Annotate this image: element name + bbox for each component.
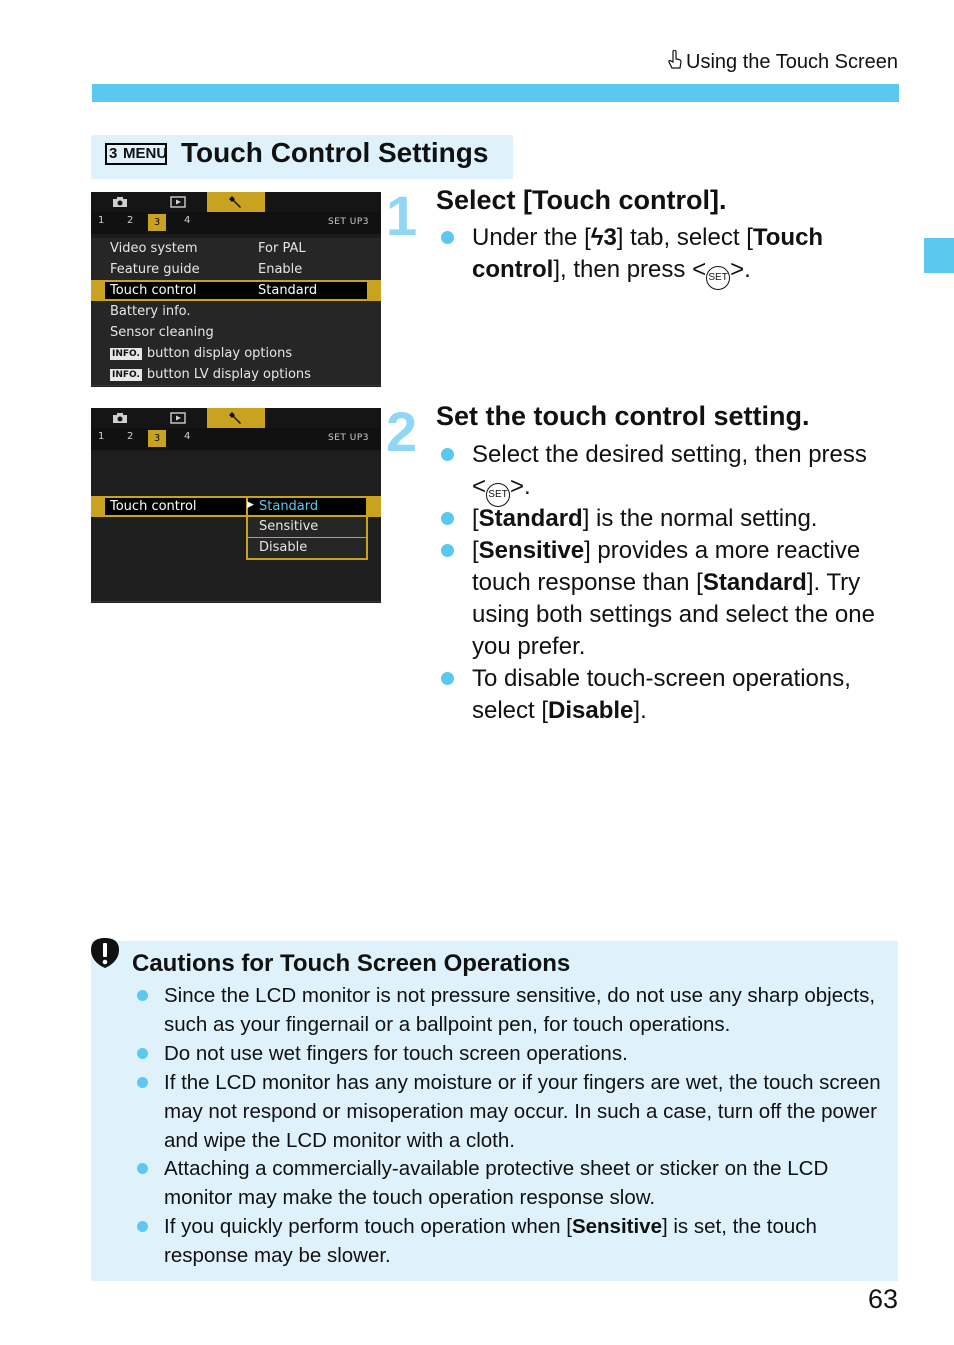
caution-item: Since the LCD monitor is not pressure sensitive, do not use any sharp objects, such as your fingernail or a ballpoint pen, for touch operations. <box>137 981 882 1039</box>
camera-tab-icon <box>91 408 149 428</box>
setup-label: SET UP3 <box>328 217 369 227</box>
selection-arrow-icon: ▶ <box>247 500 254 510</box>
subtab-3: 3 <box>148 430 166 447</box>
option-disable: Disable <box>248 538 366 558</box>
playback-tab-icon <box>149 192 207 212</box>
running-header <box>668 50 898 76</box>
setup-tab-icon <box>207 192 265 212</box>
step2-heading: Set the touch control setting. <box>436 401 810 431</box>
info-button-icon: INFO. <box>112 349 140 359</box>
step1-heading: Select [Touch control]. <box>436 185 727 215</box>
bullet-icon <box>441 672 454 685</box>
setup-tab-icon <box>207 408 265 428</box>
subtab-4: 4 <box>184 431 191 442</box>
setup-label: SET UP3 <box>328 433 369 443</box>
camera-tab-icon <box>91 192 149 212</box>
menu-row-empty <box>91 580 381 602</box>
lcd-subtab-bar <box>91 428 381 450</box>
menu-row-sensor-cleaning: Sensor cleaning <box>91 322 381 344</box>
step2-bullet-2: [Standard] is the normal setting. <box>441 503 901 535</box>
header-bar <box>92 84 899 102</box>
caution-title: Cautions for Touch Screen Operations <box>132 950 571 977</box>
menu-row-empty <box>91 454 381 476</box>
header-title: Using the Touch Screen <box>686 51 898 73</box>
bullet-icon <box>137 1077 148 1088</box>
step1-bullet: Under the [ϟ3] tab, select [Touch control], then press < SET>. <box>441 222 891 290</box>
page-number: 63 <box>867 1284 898 1314</box>
bullet-icon <box>441 544 454 557</box>
set-button-icon: SET <box>706 266 730 290</box>
chapter-side-tab <box>924 238 954 273</box>
lcd-screen-touch-control <box>91 408 381 603</box>
bullet-icon <box>441 512 454 525</box>
subtab-3: 3 <box>148 214 166 231</box>
menu-row-touch-control: Touch control <box>91 496 381 518</box>
menu-row-battery-info: Battery info. <box>91 301 381 323</box>
lcd-tab-bar <box>91 192 381 212</box>
section-title: Touch Control Settings <box>181 137 489 168</box>
menu-row-video-system: Video system For PAL <box>91 238 381 260</box>
step2-bullet-1: Select the desired setting, then press < SET>. <box>441 439 901 507</box>
playback-tab-icon <box>149 408 207 428</box>
subtab-4: 4 <box>184 215 191 226</box>
lcd-screen-menu <box>91 192 381 387</box>
option-sensitive: Sensitive <box>248 517 366 537</box>
info-button-icon: INFO. <box>112 370 140 380</box>
menu-badge-icon: 3 MENU <box>105 143 167 165</box>
subtab-1: 1 <box>98 431 105 442</box>
step-number-2: 2 <box>386 400 418 463</box>
menu-row-touch-control: Touch control Standard <box>91 280 381 302</box>
option-standard: ▶ Standard <box>248 498 366 515</box>
step2-bullet-4: To disable touch-screen operations, select [Disable]. <box>441 663 901 727</box>
bullet-icon <box>441 448 454 461</box>
caution-item: Do not use wet fingers for touch screen operations. <box>137 1039 882 1068</box>
bullet-icon <box>137 1221 148 1232</box>
subtab-1: 1 <box>98 215 105 226</box>
setup-tab-glyph-icon: ϟ <box>590 224 604 251</box>
step-number-1: 1 <box>386 184 418 247</box>
menu-row-empty <box>91 475 381 497</box>
bullet-icon <box>137 1048 148 1059</box>
touch-hand-icon <box>668 50 682 76</box>
bullet-icon <box>137 990 148 1001</box>
menu-row-feature-guide: Feature guide Enable <box>91 259 381 281</box>
lcd-tab-bar <box>91 408 381 428</box>
step2-bullet-3: [Sensitive] provides a more reactive touch response than [Standard]. Try using both settings and select the one you prefer. <box>441 535 901 663</box>
subtab-2: 2 <box>127 215 134 226</box>
caution-item: Attaching a commercially-available protective sheet or sticker on the LCD monitor may make the touch operation response slow. <box>137 1154 882 1212</box>
subtab-2: 2 <box>127 431 134 442</box>
bullet-icon <box>441 231 454 244</box>
caution-item: If you quickly perform touch operation when [Sensitive] is set, the touch response may be slower. <box>137 1212 882 1270</box>
menu-row-empty <box>91 559 381 581</box>
set-button-icon: SET <box>486 483 510 507</box>
bullet-icon <box>137 1163 148 1174</box>
caution-icon <box>89 937 121 969</box>
caution-item: If the LCD monitor has any moisture or if your fingers are wet, the touch screen may not respond or misoperation may occur. In such a case, turn off the power and wipe the LCD monitor with a cloth. <box>137 1068 882 1155</box>
lcd-subtab-bar <box>91 212 381 234</box>
menu-row-info-display: INFO. button display options <box>91 343 381 365</box>
menu-row-info-lv-display: INFO. button LV display options <box>91 364 381 386</box>
option-list <box>246 496 368 560</box>
